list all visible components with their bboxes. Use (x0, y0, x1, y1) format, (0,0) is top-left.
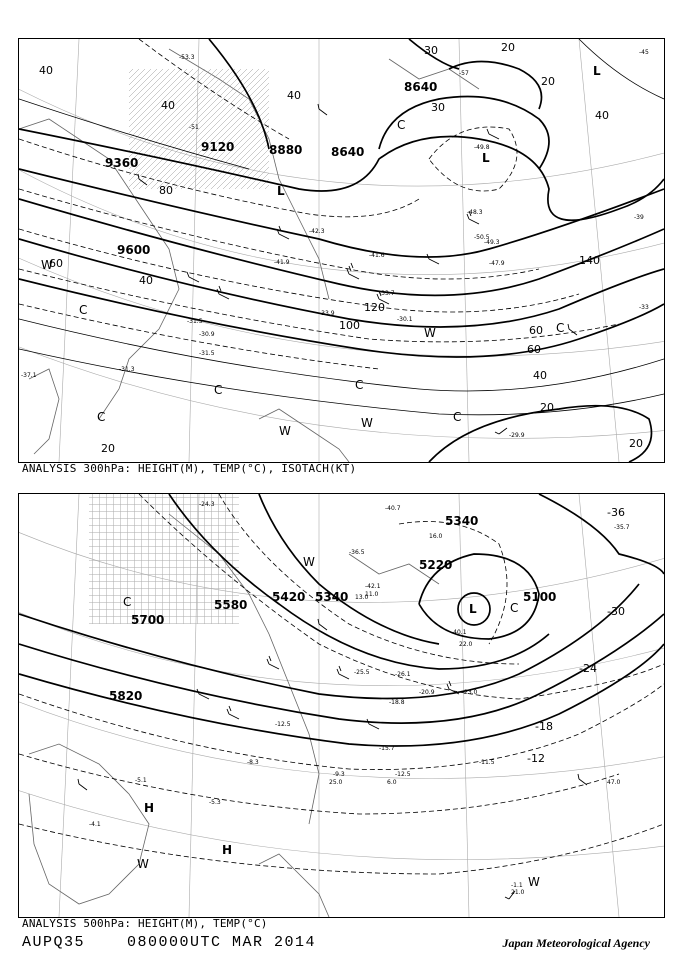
height-label: 5820 (109, 689, 143, 703)
airmass-symbol: C (510, 601, 519, 615)
high-center: H (222, 843, 233, 857)
temp-label: -5.3 (209, 799, 221, 806)
airmass-symbol: C (556, 321, 565, 335)
airmass-symbol: C (397, 118, 406, 132)
airmass-symbol: W (528, 875, 540, 889)
airmass-symbol: W (361, 416, 373, 430)
temp-label: -40.1 (451, 629, 467, 636)
wind-barbs (78, 619, 587, 899)
temp-label: -57 (459, 70, 469, 77)
high-center: H (144, 801, 155, 815)
airmass-symbol: W (303, 555, 315, 569)
isotach-label: 20 (629, 437, 643, 450)
station-value: 47.0 (607, 779, 621, 786)
isotach-label: 100 (339, 319, 360, 332)
temp-label: -1.1 (511, 882, 523, 889)
temp-label: -41.9 (274, 259, 290, 266)
isotach-label: 60 (529, 324, 543, 337)
temp-label: -49.3 (484, 239, 500, 246)
airmass-symbol: C (123, 595, 132, 609)
isotach-label: 60 (527, 343, 541, 356)
isotherm-label: -36 (607, 506, 625, 519)
isotach-label: 40 (287, 89, 301, 102)
temp-label: -48.3 (467, 209, 483, 216)
station-value: 13.0 (355, 594, 369, 601)
isotach-label: 20 (540, 401, 554, 414)
height-label: 5580 (214, 598, 248, 612)
isotach-label: 40 (39, 64, 53, 77)
temp-label: -39 (634, 214, 644, 221)
isotach-label: 140 (579, 254, 600, 267)
temp-label: -33.9 (319, 310, 335, 317)
temp-label: -30.1 (397, 316, 413, 323)
temp-label: -45 (639, 49, 649, 56)
isotach-label: 20 (501, 41, 515, 54)
agency-name: Japan Meteorological Agency (502, 936, 650, 950)
height-label: 8640 (331, 145, 365, 159)
station-value: 16.0 (429, 533, 443, 540)
isotach-label: 120 (364, 301, 385, 314)
height-label: 5420 (272, 590, 306, 604)
map-300hpa-svg (19, 39, 664, 462)
height-label: 5340 (445, 514, 479, 528)
airmass-symbol: C (79, 303, 88, 317)
isotherm-label: -18 (535, 720, 553, 733)
temp-label: -40.7 (385, 505, 401, 512)
temp-label: -18.8 (389, 699, 405, 706)
airmass-symbol: C (355, 378, 364, 392)
height-label: 5100 (523, 590, 557, 604)
valid-time: 080000UTC MAR 2014 (127, 934, 317, 951)
temp-label: -24.3 (199, 501, 215, 508)
station-value: 21.0 (511, 889, 525, 896)
airmass-symbol: W (137, 857, 149, 871)
latlon-grid (19, 39, 664, 462)
temp-label: -20.9 (419, 689, 435, 696)
isotach-label: 30 (431, 101, 445, 114)
height-label: 9360 (105, 156, 139, 170)
temp-label: -31.3 (119, 366, 135, 373)
temp-label: -8.3 (247, 759, 259, 766)
station-value: 11.0 (365, 591, 379, 598)
temp-label: -33.7 (379, 290, 395, 297)
temp-label: -12.5 (395, 771, 411, 778)
height-label: 5340 (315, 590, 349, 604)
hatched-region (129, 69, 269, 189)
temp-label: -9.3 (333, 771, 345, 778)
isotherm-label: -24 (579, 662, 597, 675)
airmass-symbol: C (453, 410, 462, 424)
temp-label: -31.5 (199, 350, 215, 357)
temp-label: -50.5 (474, 234, 490, 241)
isotach-label: 30 (424, 44, 438, 57)
station-value: 6.0 (387, 779, 397, 786)
airmass-symbol: W (424, 326, 436, 340)
temp-label: -26.1 (395, 671, 411, 678)
temp-label: -37.1 (21, 372, 37, 379)
temp-label: -51 (189, 124, 199, 131)
height-label: 9120 (201, 140, 235, 154)
airmass-symbol: W (41, 258, 53, 272)
temp-label: -36.5 (349, 549, 365, 556)
height-label: 8640 (404, 80, 438, 94)
caption-500hpa: ANALYSIS 500hPa: HEIGHT(M), TEMP(°C) (22, 917, 268, 930)
isotach-label: 40 (595, 109, 609, 122)
analysis-500hpa-map (18, 493, 665, 918)
analysis-300hpa-map (18, 38, 665, 463)
isotherm-label: -12 (527, 752, 545, 765)
temp-label: -53.3 (179, 54, 195, 61)
isotach-label: 80 (159, 184, 173, 197)
temp-label: -42.3 (309, 228, 325, 235)
height-contours (19, 39, 664, 357)
caption-300hpa: ANALYSIS 300hPa: HEIGHT(M), TEMP(°C), ISOTACH(KT) (22, 462, 357, 475)
temp-label: -47.9 (489, 260, 505, 267)
temp-label: -15.7 (379, 745, 395, 752)
low-center: L (593, 64, 601, 78)
temp-label: -31.5 (187, 318, 203, 325)
height-label: 8880 (269, 143, 303, 157)
isotach-label: 40 (139, 274, 153, 287)
low-center: L (277, 184, 285, 198)
airmass-symbol: C (97, 410, 106, 424)
chart-code: AUPQ35 (22, 934, 86, 951)
airmass-symbol: C (214, 383, 223, 397)
isotach-label: 60 (49, 257, 63, 270)
map-500hpa-svg (19, 494, 664, 917)
height-label: 5700 (131, 613, 165, 627)
height-label: 9600 (117, 243, 151, 257)
temp-label: -41.6 (369, 252, 385, 259)
temp-label: -5.1 (135, 777, 147, 784)
temp-label: -11.5 (479, 759, 495, 766)
isotherm-label: -30 (607, 605, 625, 618)
temp-label: -4.1 (89, 821, 101, 828)
station-value: 25.0 (329, 779, 343, 786)
temp-label: -30.9 (199, 331, 215, 338)
temp-label: -35.7 (614, 524, 630, 531)
isotach-label: 20 (101, 442, 115, 455)
station-value: 22.0 (459, 641, 473, 648)
temp-label: -25.5 (354, 669, 370, 676)
low-center: L (469, 602, 477, 616)
temp-label: -42.1 (365, 583, 381, 590)
low-center: L (482, 151, 490, 165)
airmass-symbol: W (279, 424, 291, 438)
temp-label: -29.9 (509, 432, 525, 439)
isotach-label: 40 (533, 369, 547, 382)
temp-label: -33 (639, 304, 649, 311)
temp-label: -12.5 (275, 721, 291, 728)
temp-label: -49.8 (474, 144, 490, 151)
isotach-label: 40 (161, 99, 175, 112)
station-value: 23.0 (464, 689, 478, 696)
isotach-label: 20 (541, 75, 555, 88)
height-label: 5220 (419, 558, 453, 572)
